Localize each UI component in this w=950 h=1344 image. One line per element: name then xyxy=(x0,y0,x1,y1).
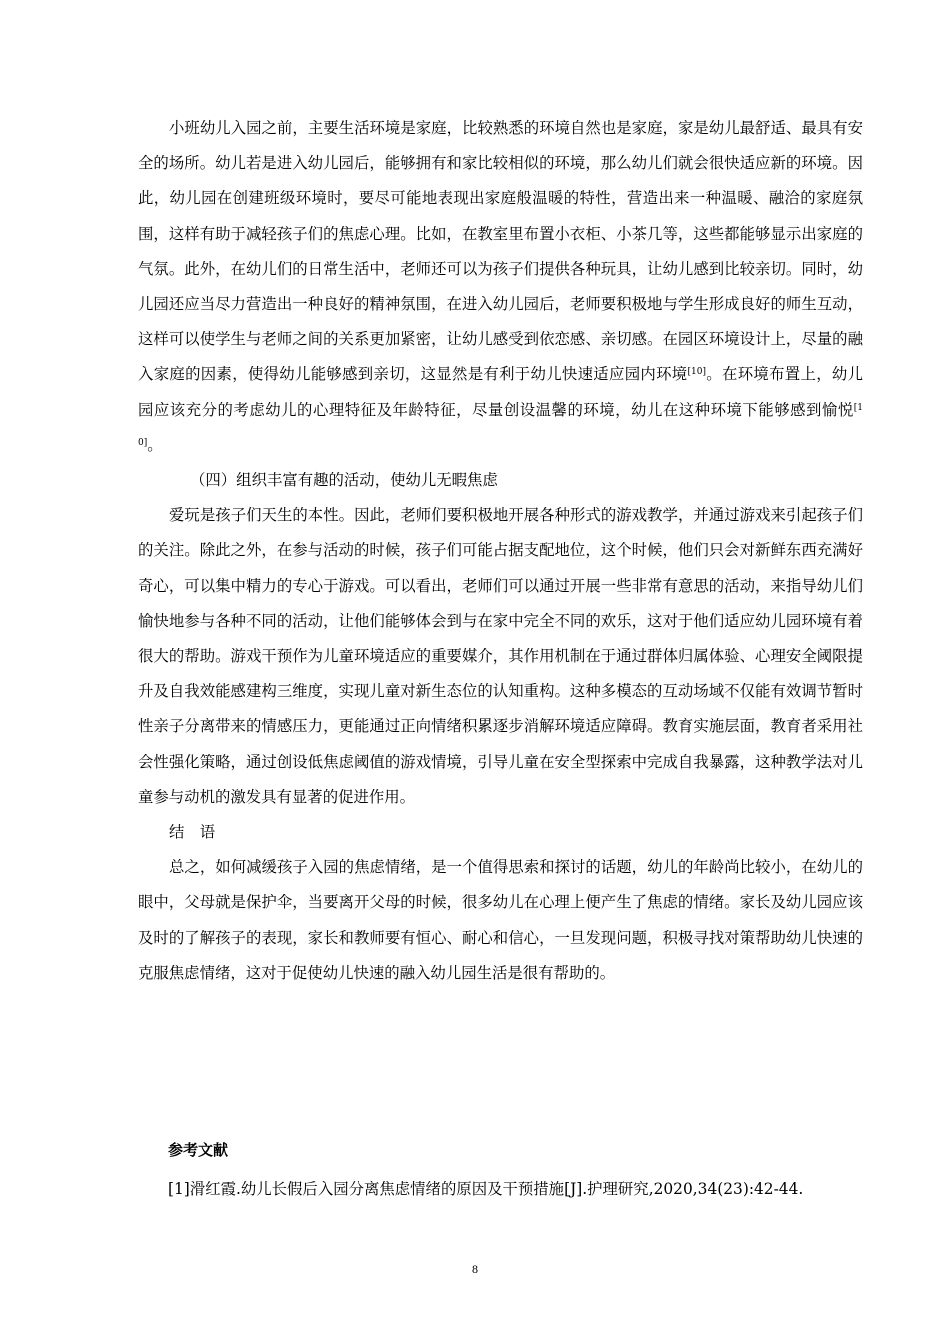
paragraph-text: 。在环境布置上，幼儿园应该充分的考虑幼儿的心理特征及年龄特征，尽量创设温馨的环境，幼儿在这种环境下能够感到愉悦 xyxy=(138,365,863,419)
citation-superscript: [10] xyxy=(687,367,706,378)
section-heading-four: （四）组织丰富有趣的活动，使幼儿无暇焦虑 xyxy=(190,471,498,490)
paragraph-text: 小班幼儿入园之前，主要生活环境是家庭，比较熟悉的环境自然也是家庭，家是幼儿最舒适、最具有安全的场所。幼儿若是进入幼儿园后，能够拥有和家比较相似的环境，那么幼儿们就会很快适应新的环境。因此，幼儿园在创建班级环境时，要尽可能地表现出家庭般温暖的特性，营造出来一种温暖、融洽的家庭氛围，这样有助于减轻孩子们的焦虑心理。比如，在教室里布置小衣柜、小茶几等，这些都能够显示出家庭的气氛。此外，在幼儿们的日常生活中，老师还可以为孩子们提供各种玩具，让幼儿感到比较亲切。同时，幼儿园还应当尽力营造出一种良好的精神氛围，在进入幼儿园后，老师要积极地与学生形成良好的师生互动，这样可以使学生与老师之间的关系更加紧密，让幼儿感受到依恋感、亲切感。在园区环境设计上，尽量的融入家庭的因素，使得幼儿能够感到亲切，这显然是有利于幼儿快速适应园内环境 xyxy=(138,119,863,384)
page-number: 8 xyxy=(472,1262,478,1276)
paragraph-home-environment xyxy=(138,111,863,463)
reference-item: [1]滑红霞.幼儿长假后入园分离焦虑情绪的原因及干预措施[J].护理研究,2020,34(23):42-44. xyxy=(168,1180,804,1198)
paragraph-conclusion: 总之，如何减缓孩子入园的焦虑情绪，是一个值得思索和探讨的话题，幼儿的年龄尚比较小，在幼儿的眼中，父母就是保护伞，当要离开父母的时候，很多幼儿在心理上便产生了焦虑的情绪。家长及幼儿园应该及时的了解孩子的表现，家长和教师要有恒心、耐心和信心，一旦发现问题，积极寻找对策帮助幼儿快速的克服焦虑情绪，这对于促使幼儿快速的融入幼儿园生活是很有帮助的。 xyxy=(138,858,863,982)
body-text xyxy=(138,111,863,991)
paragraph-activities: 爱玩是孩子们天生的本性。因此，老师们要积极地开展各种形式的游戏教学，并通过游戏来引起孩子们的关注。除此之外，在参与活动的时候，孩子们可能占据支配地位，这个时候，他们只会对新鲜东西充满好奇心，可以集中精力的专心于游戏。可以看出，老师们可以通过开展一些非常有意思的活动，来指导幼儿们愉快地参与各种不同的活动，让他们能够体会到与在家中完全不同的欢乐，这对于他们适应幼儿园环境有着很大的帮助。游戏干预作为儿童环境适应的重要媒介，其作用机制在于通过群体归属体验、心理安全阈限提升及自我效能感建构三维度，实现儿童对新生态位的认知重构。这种多模态的互动场域不仅能有效调节暂时性亲子分离带来的情感压力，更能通过正向情绪积累逐步消解环境适应障碍。教育实施层面，教育者采用社会性强化策略，通过创设低焦虑阈值的游戏情境，引导儿童在安全型探索中完成自我暴露，这种教学法对儿童参与动机的激发具有显著的促进作用。 xyxy=(138,506,863,806)
paragraph-text: 。 xyxy=(147,435,163,454)
citation-superscript: [10] xyxy=(138,402,863,448)
references-title: 参考文献 xyxy=(168,1141,229,1159)
conclusion-heading: 结 语 xyxy=(169,823,216,842)
